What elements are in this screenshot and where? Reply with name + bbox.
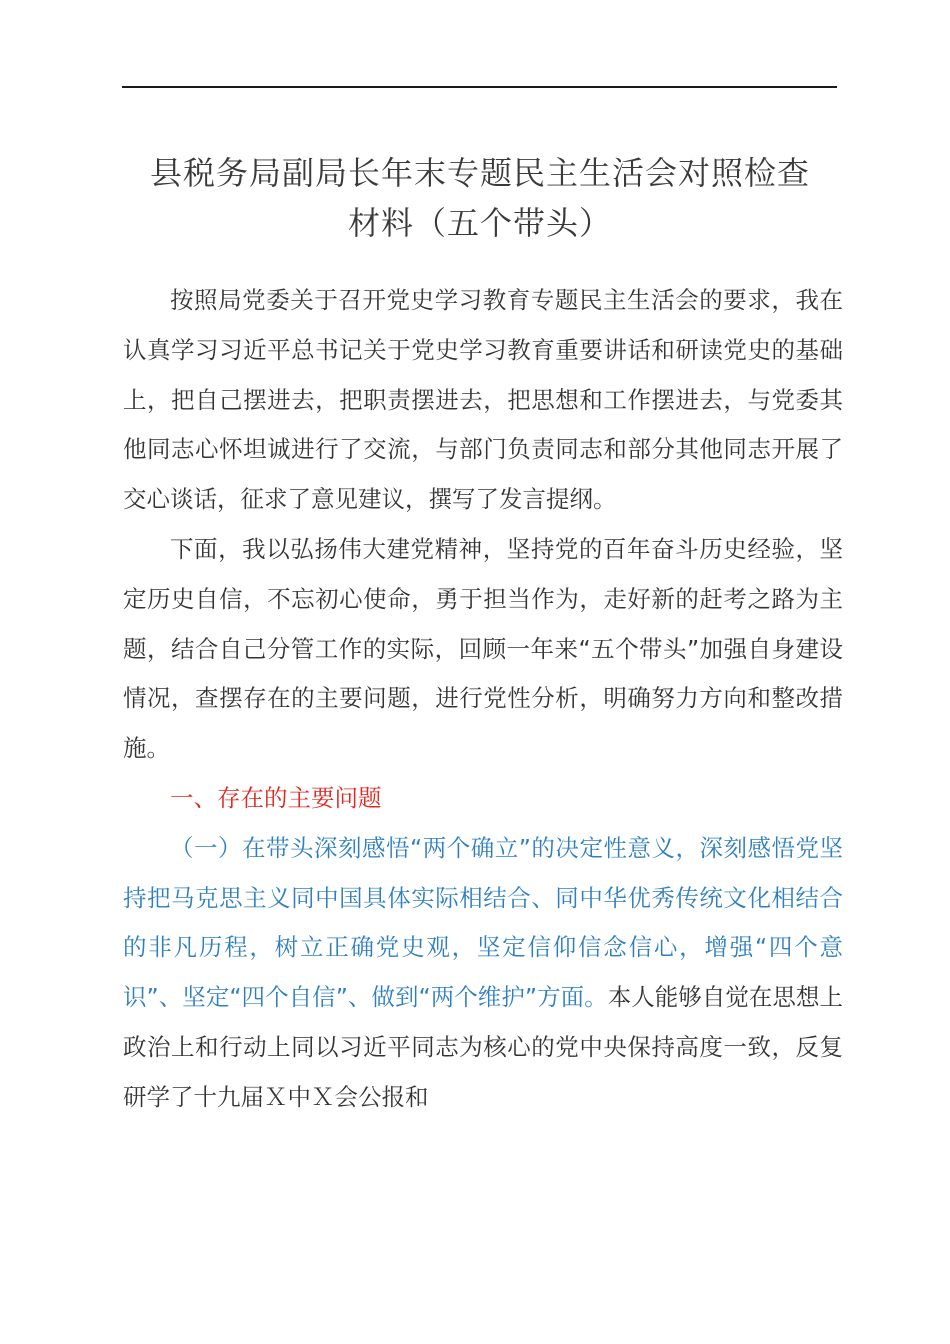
title-line-1: 县税务局副局长年末专题民主生活会对照检查 [149, 154, 810, 192]
section-heading-problems: 一、存在的主要问题 [170, 783, 382, 812]
header-rule [122, 86, 837, 88]
title-line-2: 材料（五个带头） [347, 204, 612, 242]
subsection-body: 本人能够自觉在思想上政治上和行动上同以习近平同志为核心的党中央保持高度一致，反复研学了十九届Ｘ中Ｘ会公报和 [123, 983, 844, 1111]
theme-paragraph: 下面，我以弘扬伟大建党精神，坚持党的百年奋斗历史经验，坚定历史自信，不忘初心使命，勇于担当作为，走好新的赶考之路为主题，结合自己分管工作的实际，回顾一年来“五个带头”加强自身建设情况，查摆存在的主要问题，进行党性分析，明确努力方向和整改措施。 [123, 534, 843, 763]
document-body [123, 276, 843, 1123]
intro-paragraph: 按照局党委关于召开党史学习教育专题民主生活会的要求，我在认真学习习近平总书记关于党史学习教育重要讲话和研读党史的基础上，把自己摆进去，把职责摆进去，把思想和工作摆进去，与党委其他同志心怀坦诚进行了交流，与部门负责同志和部分其他同志开展了交心谈话，征求了意见建议，撰写了发言提纲。 [123, 286, 843, 514]
subsection-heading: （一）在带头深刻感悟“两个确立”的决定性意义，深刻感悟党坚持把马克思主义同中国具体实际相结合、同中华优秀传统文化相结合的非凡历程，树立正确党史观，坚定信仰信念信心，增强“四个意识”、坚定“四个自信”、做到“两个维护”方面。 [123, 833, 843, 1012]
subsection-paragraph [123, 824, 843, 1123]
document-title [100, 148, 860, 248]
